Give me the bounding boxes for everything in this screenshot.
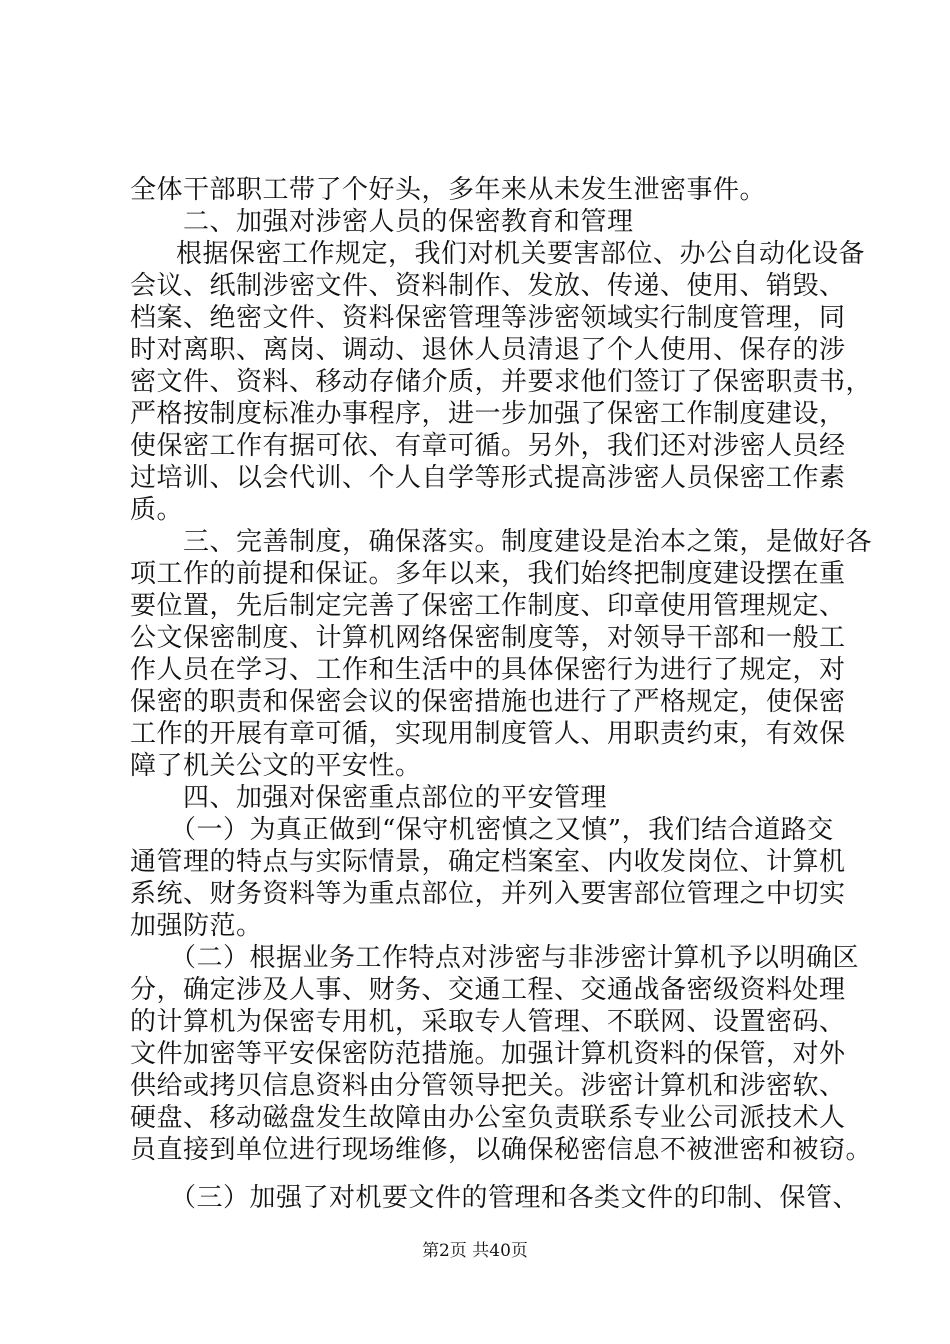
- text-line: 密文件、资料、移动存储介质，并要求他们签订了保密职责书，: [130, 367, 873, 397]
- text-line: 档案、绝密文件、资料保密管理等涉密领域实行制度管理，同: [130, 303, 846, 333]
- text-line: 会议、纸制涉密文件、资料制作、发放、传递、使用、销毁、: [130, 271, 846, 301]
- text-line: 员直接到单位进行现场维修，以确保秘密信息不被泄密和被窃。: [130, 1135, 873, 1165]
- text-line: 项工作的前提和保证。多年以来，我们始终把制度建设摆在重: [130, 559, 846, 589]
- text-line: 硬盘、移动磁盘发生故障由办公室负责联系专业公司派技术人: [130, 1103, 846, 1133]
- text-line: 文件加密等平安保密防范措施。加强计算机资料的保管，对外: [130, 1039, 846, 1069]
- section-heading: 二、加强对涉密人员的保密教育和管理: [183, 207, 634, 237]
- text-line: 严格按制度标准办事程序，进一步加强了保密工作制度建设，: [130, 399, 846, 429]
- text-line: 公文保密制度、计算机网络保密制度等，对领导干部和一般工: [130, 623, 846, 653]
- text-line: 工作的开展有章可循，实现用制度管人、用职责约束，有效保: [130, 719, 846, 749]
- text-line: 通管理的特点与实际情景，确定档案室、内收发岗位、计算机: [130, 847, 846, 877]
- text-line: （二）根据业务工作特点对涉密与非涉密计算机予以明确区: [170, 943, 860, 973]
- page-number-footer: 第2页 共40页: [422, 1241, 528, 1261]
- text-line: 分，确定涉及人事、财务、交通工程、交通战备密级资料处理: [130, 975, 846, 1005]
- section-heading: 三、完善制度，确保落实。制度建设是治本之策，是做好各: [183, 527, 873, 557]
- text-line: 质。: [130, 495, 184, 525]
- text-line: （一）为真正做到“保守机密慎之又慎”，我们结合道路交: [170, 815, 834, 845]
- text-line: （三）加强了对机要文件的管理和各类文件的印制、保管、: [170, 1183, 860, 1213]
- text-line: 加强防范。: [130, 911, 263, 941]
- text-line: 保密的职责和保密会议的保密措施也进行了严格规定，使保密: [130, 687, 846, 717]
- text-line: 供给或拷贝信息资料由分管领导把关。涉密计算机和涉密软、: [130, 1071, 846, 1101]
- text-line: 障了机关公文的平安性。: [130, 751, 422, 781]
- text-line: 时对离职、离岗、调动、退休人员清退了个人使用、保存的涉: [130, 335, 846, 365]
- text-line: 作人员在学习、工作和生活中的具体保密行为进行了规定，对: [130, 655, 846, 685]
- text-line: 系统、财务资料等为重点部位，并列入要害部位管理之中切实: [130, 879, 846, 909]
- text-line: 根据保密工作规定，我们对机关要害部位、办公自动化设备: [176, 239, 866, 269]
- text-line: 过培训、以会代训、个人自学等形式提高涉密人员保密工作素: [130, 463, 846, 493]
- text-line: 全体干部职工带了个好头，多年来从未发生泄密事件。: [130, 175, 767, 205]
- text-line: 要位置，先后制定完善了保密工作制度、印章使用管理规定、: [130, 591, 846, 621]
- section-heading: 四、加强对保密重点部位的平安管理: [183, 783, 608, 813]
- text-line: 的计算机为保密专用机，采取专人管理、不联网、设置密码、: [130, 1007, 846, 1037]
- text-line: 使保密工作有据可依、有章可循。另外，我们还对涉密人员经: [130, 431, 846, 461]
